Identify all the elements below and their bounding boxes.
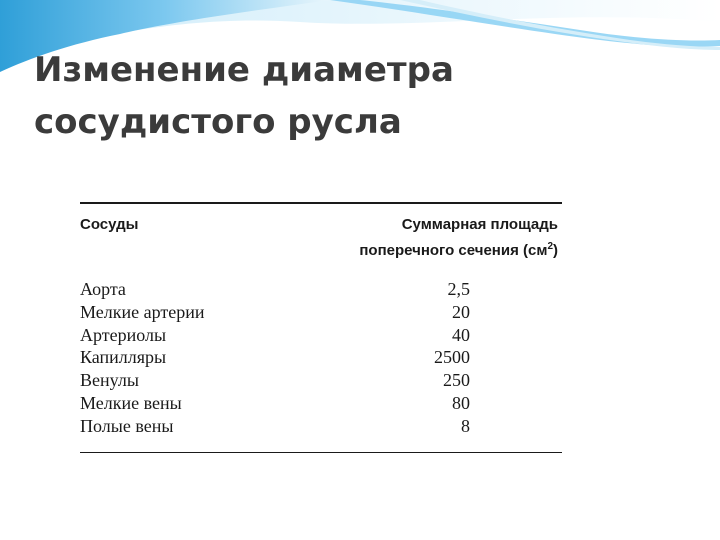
title-line-1: Изменение диаметра: [34, 50, 454, 90]
area-header-line-1: Суммарная площадь: [401, 216, 558, 233]
table-row: [80, 346, 470, 369]
table-row: [80, 415, 470, 438]
area-header-line-2: поперечного сечения (см: [359, 242, 548, 259]
area-value: 2500: [434, 347, 470, 368]
area-value: 20: [452, 301, 470, 322]
table-row: [80, 392, 470, 415]
area-header-close: ): [553, 242, 558, 259]
vessel-name: Капилляры: [80, 347, 167, 368]
vessel-name: Мелкие артерии: [80, 301, 205, 322]
area-value: 40: [452, 324, 470, 345]
table-row: [80, 301, 470, 324]
area-value: 8: [461, 415, 470, 436]
column-header-vessels: Сосуды: [80, 216, 139, 233]
vessel-name: Аорта: [80, 279, 126, 299]
vessel-name: Мелкие вены: [80, 392, 182, 413]
column-header-area: [359, 214, 558, 262]
table-row: [80, 278, 470, 301]
table-row: [80, 369, 470, 392]
area-value: 250: [443, 370, 470, 391]
vessel-name: Артериолы: [80, 324, 167, 345]
vessel-name: Полые вены: [80, 415, 174, 436]
table-row: [80, 324, 470, 347]
table-top-rule: [80, 202, 562, 204]
table-body: [80, 278, 470, 438]
area-value: 80: [452, 392, 470, 413]
area-value: 2,5: [447, 279, 470, 299]
title-line-2: сосудистого русла: [34, 102, 402, 142]
area-header-superscript: 2: [547, 241, 553, 252]
vessel-name: Венулы: [80, 370, 139, 391]
vessel-area-table: [68, 188, 578, 468]
slide-title: [34, 44, 594, 148]
table-bottom-rule: [80, 452, 562, 453]
